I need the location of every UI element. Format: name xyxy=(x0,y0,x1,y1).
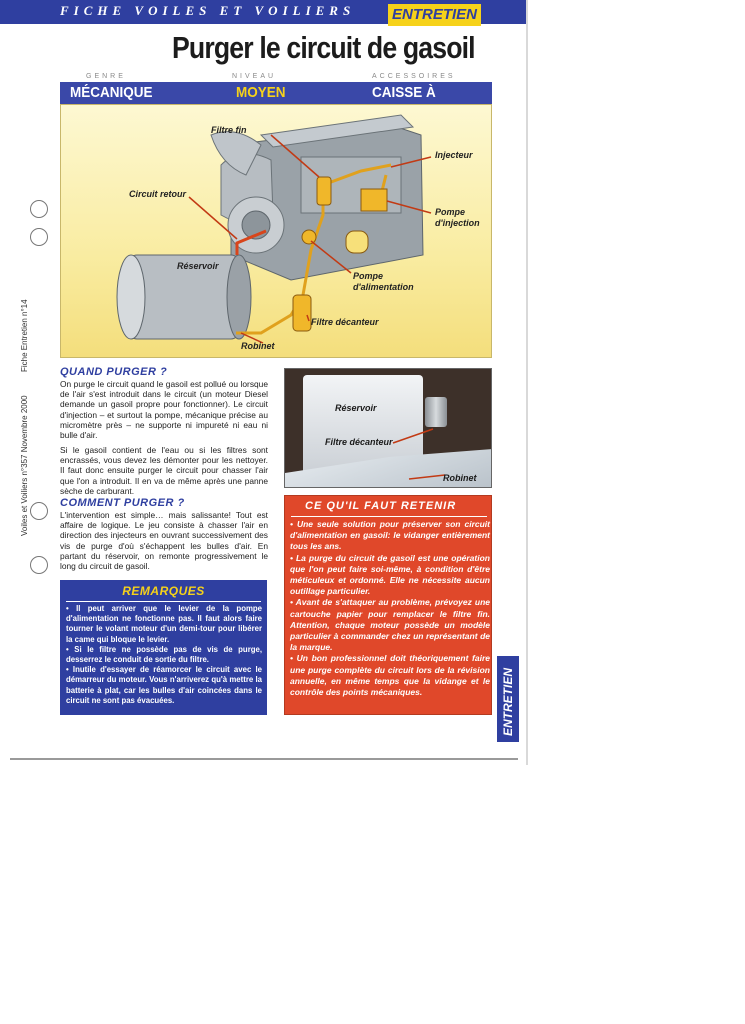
meta-genre: MÉCANIQUE xyxy=(70,84,153,101)
engine-fuel-diagram xyxy=(60,104,492,358)
fiche-number: Fiche Entretien n°14 xyxy=(20,299,29,372)
photo-label-robinet: Robinet xyxy=(443,473,477,483)
label-pompe-alim-2: d'alimentation xyxy=(353,282,414,292)
binder-hole xyxy=(30,200,48,218)
meta-label-genre: GENRE xyxy=(86,73,126,80)
label-pompe-alim-1: Pompe xyxy=(353,271,384,281)
remarques-list xyxy=(66,604,262,706)
photo-leaders xyxy=(285,369,492,488)
label-filtre-fin: Filtre fin xyxy=(211,125,247,135)
remarques-item: • Si le filtre ne possède pas de vis de purge, desserrez le conduit de sortie du filtre. xyxy=(66,644,262,665)
quand-paragraph-2: Si le gasoil contient de l'eau ou si les filtres sont encrassés, vous devez les démonter pour les nettoyer. Il faut donc ensuite purger le circuit pour chasser l'air que l'on a introduit. Il en va de même après une panne sèche de carburant. xyxy=(60,445,268,496)
retenir-divider xyxy=(291,516,487,517)
meta-label-niveau: NIVEAU xyxy=(232,73,277,80)
comment-paragraph: L'intervention est simple… mais salissante! Tout est affaire de logique. Le jeu consiste à chasser l'air en direction des injecteurs en ouvrant successivement des vis de purge d'où s'échappent les bulles d'air. En partant du réservoir, on remonte progressivement le long du circuit de gasoil. xyxy=(60,510,268,572)
remarques-divider xyxy=(66,601,261,602)
remarques-item: • Il peut arriver que le levier de la pompe d'alimentation ne fonctionne pas. Il faut alors faire tourner le volant moteur d'un demi-tour pour libérer la came qui bloque le levier. xyxy=(66,604,262,644)
tank-photo xyxy=(284,368,492,488)
binder-hole xyxy=(30,556,48,574)
quand-heading: QUAND PURGER ? xyxy=(60,366,168,378)
sidebar-credits xyxy=(4,300,34,560)
remarques-item: • Inutile d'essayer de réamorcer le circuit avec le démarreur du moteur. Vous n'arriverez qu'à mettre la batterie à plat, car les bulles d'air coincées dans le circuit ne sont pas évacuées. xyxy=(66,665,262,705)
retenir-list xyxy=(290,519,490,698)
label-reservoir: Réservoir xyxy=(177,261,219,271)
retenir-item: • La purge du circuit de gasoil est une opération que l'on peut faire soi-même, à condition d'être méticuleux et ordonné. Elle ne nécessite aucun outillage particulier. xyxy=(290,552,490,597)
section-tab-label: ENTRETIEN xyxy=(501,667,515,736)
binder-hole xyxy=(30,502,48,520)
retenir-item: • Un bon professionnel doit théoriquement faire une purge complète du circuit lors de la révision annuelle, en même temps que la vidange et le contrôle des points mécaniques. xyxy=(290,653,490,698)
photo-label-reservoir: Réservoir xyxy=(335,403,377,413)
top-banner xyxy=(0,0,526,24)
label-filtre-decanteur: Filtre décanteur xyxy=(311,317,379,327)
retenir-box xyxy=(284,495,492,715)
binder-hole xyxy=(30,228,48,246)
section-tab xyxy=(497,656,519,742)
label-pompe-injection-2: d'injection xyxy=(435,218,480,228)
retenir-item: • Une seule solution pour préserver son circuit d'alimentation en gasoil: le vidanger entièrement tous les ans. xyxy=(290,519,490,552)
retenir-heading: CE QU'IL FAUT RETENIR xyxy=(305,500,457,512)
comment-heading: COMMENT PURGER ? xyxy=(60,497,185,509)
label-robinet: Robinet xyxy=(241,341,275,351)
quand-paragraph-1: On purge le circuit quand le gasoil est pollué ou lorsque de l'air s'est introduit dans le circuit (un moteur Diesel demande un gasoil propre pour fonctionner). Le circuit d'injection – et surtout la pompe, mécanique précise au micromètre près – ne supporte ni impureté ni eau ni bulle d'air. xyxy=(60,379,268,441)
meta-accessoires: CAISSE À xyxy=(372,84,436,101)
page-title: Purger le circuit de gasoil xyxy=(172,30,475,65)
label-pompe-injection-1: Pompe xyxy=(435,207,466,217)
series-title: FICHE VOILES ET VOILIERS xyxy=(60,3,356,18)
photo-label-filtre: Filtre décanteur xyxy=(325,437,393,447)
meta-label-accessoires: ACCESSOIRES xyxy=(372,73,456,80)
source-issue: Voiles et Voiliers n°357 Novembre 2000 xyxy=(20,395,29,536)
engine-illustration xyxy=(61,105,492,358)
sheet-right-edge xyxy=(526,0,528,765)
label-injecteur: Injecteur xyxy=(435,150,473,160)
sheet-bottom-rule xyxy=(10,758,518,760)
rubric-badge: ENTRETIEN xyxy=(388,4,481,26)
remarques-box xyxy=(60,580,267,715)
label-circuit-retour: Circuit retour xyxy=(129,189,187,199)
retenir-item: • Avant de s'attaquer au problème, prévoyez une cartouche papier pour remplacer le filtre fin. Attention, chaque moteur possède un modèle particulier à commander chez un représentant de la marque. xyxy=(290,597,490,653)
meta-niveau: MOYEN xyxy=(236,84,286,101)
meta-row xyxy=(60,82,492,104)
remarques-heading: REMARQUES xyxy=(122,584,205,598)
